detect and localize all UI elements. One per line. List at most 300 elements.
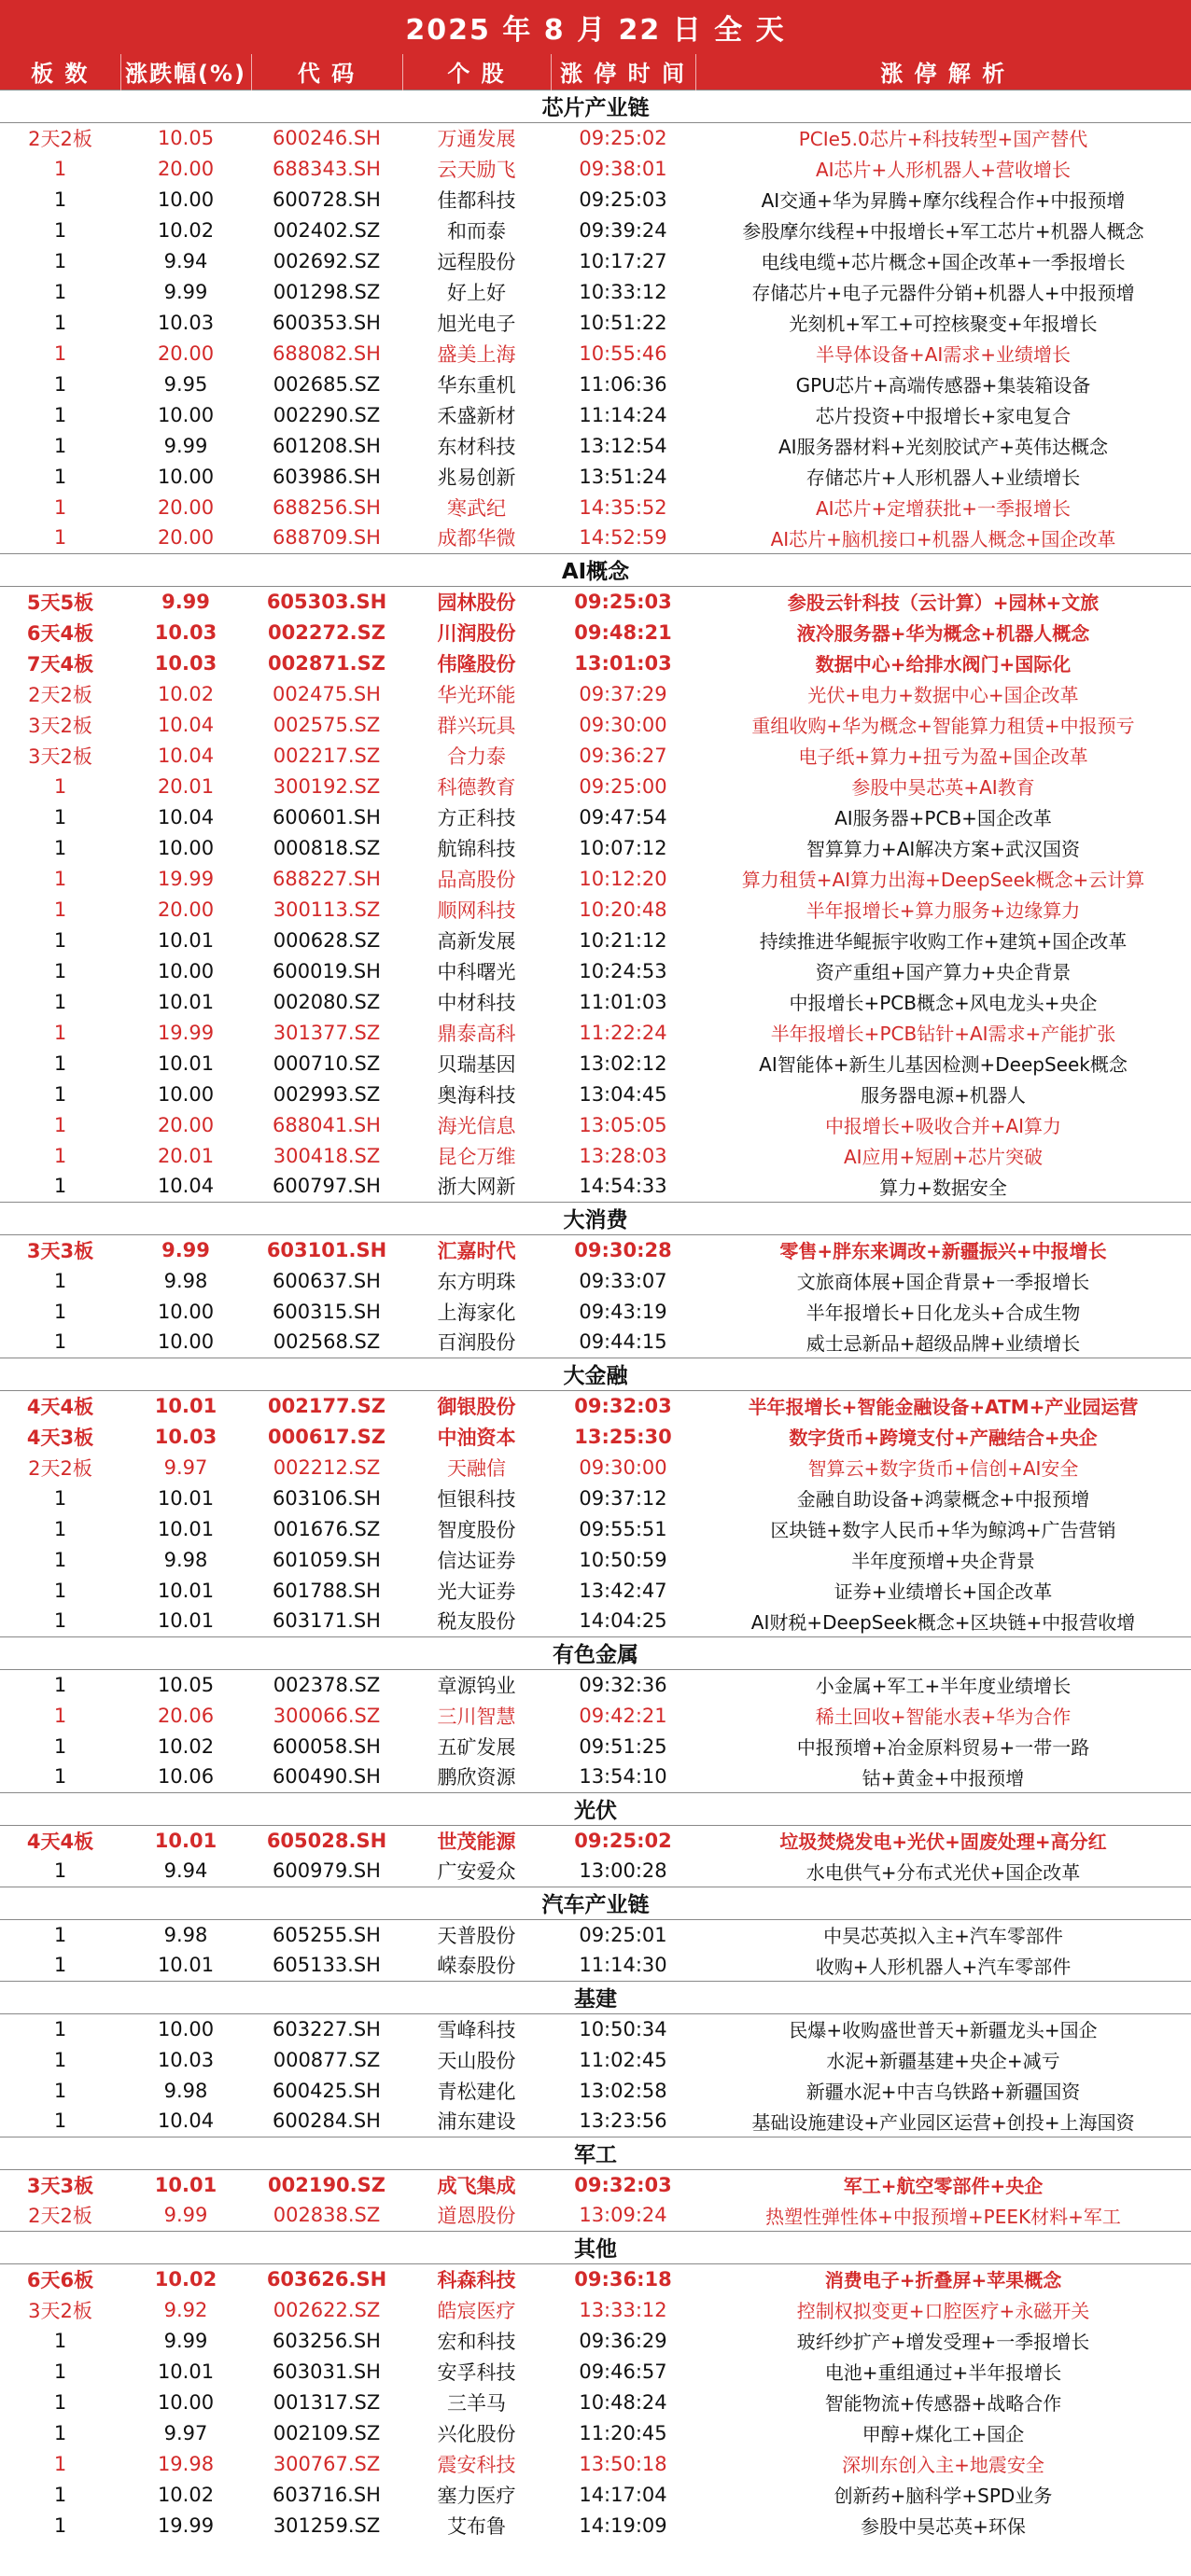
stock-name-cell: 塞力医疗 <box>437 2484 516 2507</box>
limit-time-cell: 11:02:45 <box>579 2048 667 2071</box>
board-count-cell: 1 <box>53 188 67 211</box>
table-body <box>0 90 1191 2541</box>
board-count-cell: 1 <box>53 836 67 859</box>
limit-time-cell: 09:30:28 <box>574 1238 672 1261</box>
stock-name-cell: 佳都科技 <box>437 188 516 212</box>
analysis-cell: 军工+航空零部件+央企 <box>843 2175 1044 2198</box>
limit-time-cell: 13:42:47 <box>579 1579 667 1602</box>
change-pct-cell: 19.99 <box>157 2513 215 2537</box>
table-row <box>0 1919 1191 1950</box>
board-count-cell: 7天4板 <box>26 652 94 675</box>
table-row <box>0 832 1191 863</box>
table-row <box>0 1140 1191 1171</box>
table-row <box>0 2169 1191 2200</box>
table-row <box>0 1856 1191 1887</box>
stock-name-cell: 嵘泰股份 <box>437 1955 516 1978</box>
stock-name-cell: 群兴玩具 <box>437 714 516 737</box>
change-pct-cell: 10.03 <box>154 620 217 644</box>
limit-time-cell: 09:46:57 <box>579 2360 667 2383</box>
stock-code-cell: 002272.SZ <box>268 620 385 644</box>
table-row <box>0 1421 1191 1452</box>
limit-time-cell: 09:37:29 <box>579 682 667 705</box>
limit-time-cell: 11:20:45 <box>579 2421 667 2444</box>
stock-name-cell: 昆仑万维 <box>437 1145 516 1168</box>
stock-code-cell: 002290.SZ <box>273 403 381 426</box>
limit-time-cell: 10:12:20 <box>579 867 667 890</box>
stock-name-cell: 东材科技 <box>437 435 516 458</box>
change-pct-cell: 10.01 <box>154 2173 217 2196</box>
stock-name-cell: 上海家化 <box>437 1301 516 1324</box>
stock-code-cell: 688041.SH <box>273 1113 381 1136</box>
stock-code-cell: 001298.SZ <box>273 280 381 303</box>
limit-time-cell: 09:32:36 <box>579 1673 667 1696</box>
table-row <box>0 1731 1191 1761</box>
analysis-cell: AI服务器+PCB+国企改革 <box>834 807 1052 829</box>
limit-time-cell: 13:51:24 <box>579 465 667 488</box>
stock-code-cell: 000877.SZ <box>273 2048 381 2071</box>
analysis-cell: 参股摩尔线程+中报增长+军工芯片+机器人概念 <box>742 220 1144 243</box>
header-code: 代 码 <box>251 54 402 90</box>
board-count-cell: 3天2板 <box>28 714 92 737</box>
analysis-cell: AI应用+短剧+芯片突破 <box>843 1146 1044 1168</box>
change-pct-cell: 9.98 <box>163 2079 208 2102</box>
limit-time-cell: 13:09:24 <box>579 2204 667 2227</box>
stock-name-cell: 安孚科技 <box>437 2360 516 2384</box>
table-row <box>0 492 1191 522</box>
stock-code-cell: 300192.SZ <box>273 774 381 798</box>
section-header <box>0 1981 1191 2013</box>
analysis-cell: 持续推进华鲲振宇收购工作+建筑+国企改革 <box>759 930 1128 953</box>
analysis-cell: 文旅商体展+国企背景+一季报增长 <box>796 1271 1090 1293</box>
analysis-cell: 参股中昊芯英+AI教育 <box>851 776 1035 799</box>
board-count-cell: 1 <box>53 1300 67 1323</box>
table-row <box>0 1575 1191 1606</box>
table-row <box>0 122 1191 153</box>
change-pct-cell: 10.00 <box>157 465 215 488</box>
analysis-cell: 玻纤纱扩产+增发受理+一季报增长 <box>796 2331 1090 2353</box>
stock-code-cell: 300113.SZ <box>273 898 381 921</box>
stock-code-cell: 603106.SH <box>273 1486 381 1510</box>
table-row <box>0 1079 1191 1109</box>
change-pct-cell: 10.02 <box>157 1734 215 1758</box>
stock-name-cell: 兆易创新 <box>437 466 516 489</box>
change-pct-cell: 10.04 <box>157 805 215 828</box>
analysis-cell: 消费电子+折叠屏+苹果概念 <box>824 2269 1062 2292</box>
limit-time-cell: 13:01:03 <box>574 651 672 675</box>
stock-code-cell: 002080.SZ <box>273 990 381 1013</box>
table-row <box>0 276 1191 307</box>
header-time: 涨 停 时 间 <box>551 54 695 90</box>
stock-name-cell: 奥海科技 <box>437 1083 516 1107</box>
stock-name-cell: 园林股份 <box>437 591 516 614</box>
board-count-cell: 1 <box>53 805 67 828</box>
stock-name-cell: 航锦科技 <box>437 837 516 860</box>
board-count-cell: 1 <box>53 928 67 952</box>
stock-code-cell: 002692.SZ <box>273 249 381 272</box>
analysis-cell: 金融自助设备+鸿蒙概念+中报预增 <box>796 1488 1090 1511</box>
stock-name-cell: 成飞集成 <box>437 2174 516 2197</box>
board-count-cell: 1 <box>53 774 67 798</box>
stock-code-cell: 688082.SH <box>273 341 381 365</box>
table-row <box>0 617 1191 647</box>
stock-name-cell: 鹏欣资源 <box>437 1766 516 1789</box>
board-count-cell: 1 <box>53 1609 67 1633</box>
stock-name-cell: 高新发展 <box>437 929 516 953</box>
table-row <box>0 2356 1191 2387</box>
stock-name-cell: 万通发展 <box>437 127 516 150</box>
change-pct-cell: 9.99 <box>161 590 210 613</box>
change-pct-cell: 10.03 <box>157 311 215 334</box>
stock-code-cell: 002475.SH <box>273 682 381 705</box>
board-count-cell: 1 <box>53 218 67 242</box>
limit-time-cell: 14:19:09 <box>579 2513 667 2537</box>
table-row <box>0 2325 1191 2356</box>
stock-code-cell: 601059.SH <box>273 1548 381 1571</box>
stock-code-cell: 600284.SH <box>273 2110 381 2133</box>
analysis-cell: 零售+胖东来调改+新疆振兴+中报增长 <box>779 1240 1107 1263</box>
change-pct-cell: 10.00 <box>157 1330 215 1354</box>
stock-code-cell: 605028.SH <box>266 1829 387 1852</box>
stock-code-cell: 600425.SH <box>273 2079 381 2102</box>
stock-name-cell: 天普股份 <box>437 1924 516 1947</box>
board-count-cell: 1 <box>53 434 67 457</box>
analysis-cell: 威士忌新品+超级品牌+业绩增长 <box>806 1331 1081 1355</box>
change-pct-cell: 9.99 <box>163 2204 208 2227</box>
board-count-cell: 1 <box>53 1330 67 1354</box>
analysis-cell: 重组收购+华为概念+智能算力租赁+中报预亏 <box>751 715 1135 737</box>
stock-code-cell: 002217.SZ <box>273 744 381 767</box>
limit-time-cell: 10:17:27 <box>579 249 667 272</box>
board-count-cell: 1 <box>53 990 67 1013</box>
stock-name-cell: 科德教育 <box>437 775 516 799</box>
analysis-cell: 光刻机+军工+可控核聚变+年报增长 <box>789 313 1098 335</box>
stock-name-cell: 智度股份 <box>437 1518 516 1541</box>
board-count-cell: 4天4板 <box>26 1395 94 1418</box>
stock-code-cell: 605303.SH <box>266 590 387 613</box>
board-count-cell: 2天2板 <box>28 2205 92 2228</box>
section-header <box>0 1887 1191 1919</box>
page-title: 2025 年 8 月 22 日 全 天 <box>0 0 1191 54</box>
table-row <box>0 678 1191 709</box>
limit-time-cell: 13:02:12 <box>579 1051 667 1075</box>
stock-code-cell: 002685.SZ <box>273 372 381 396</box>
table-row <box>0 2263 1191 2294</box>
stock-name-cell: 科森科技 <box>437 2268 516 2291</box>
stock-code-cell: 603031.SH <box>273 2360 381 2383</box>
change-pct-cell: 9.99 <box>163 280 208 303</box>
stock-name-cell: 广安爱众 <box>437 1860 516 1884</box>
change-pct-cell: 9.95 <box>163 372 208 396</box>
change-pct-cell: 10.04 <box>157 2110 215 2133</box>
header-boards: 板 数 <box>0 54 120 90</box>
stock-code-cell: 002575.SZ <box>273 713 381 736</box>
analysis-cell: 半年报增长+日化龙头+合成生物 <box>806 1302 1081 1324</box>
stock-name-cell: 宏和科技 <box>437 2330 516 2353</box>
change-pct-cell: 9.94 <box>163 249 208 272</box>
analysis-cell: 算力+数据安全 <box>879 1176 1007 1199</box>
stock-name-cell: 三羊马 <box>447 2391 506 2415</box>
stock-name-cell: 五矿发展 <box>437 1735 516 1759</box>
board-count-cell: 1 <box>53 2110 67 2133</box>
limit-time-cell: 10:48:24 <box>579 2390 667 2414</box>
change-pct-cell: 10.04 <box>157 713 215 736</box>
table-row <box>0 338 1191 369</box>
board-count-cell: 1 <box>53 2329 67 2352</box>
board-count-cell: 1 <box>53 249 67 272</box>
table-row <box>0 1109 1191 1140</box>
limit-time-cell: 10:55:46 <box>579 341 667 365</box>
table-row <box>0 215 1191 245</box>
header-change: 涨跌幅(%) <box>120 54 251 90</box>
change-pct-cell: 10.00 <box>157 2390 215 2414</box>
limit-time-cell: 13:04:45 <box>579 1082 667 1106</box>
limit-time-cell: 10:24:53 <box>579 959 667 982</box>
limit-time-cell: 09:30:00 <box>579 713 667 736</box>
stock-name-cell: 伟隆股份 <box>437 652 516 675</box>
change-pct-cell: 9.98 <box>163 1548 208 1571</box>
table-row <box>0 369 1191 399</box>
stock-code-cell: 002177.SZ <box>268 1394 385 1417</box>
analysis-cell: 参股云针科技（云计算）+园林+文旅 <box>787 592 1100 615</box>
change-pct-cell: 10.01 <box>154 1829 217 1852</box>
board-count-cell: 4天4板 <box>26 1830 94 1853</box>
table-row <box>0 586 1191 617</box>
change-pct-cell: 20.00 <box>157 341 215 365</box>
table-row <box>0 430 1191 461</box>
stock-code-cell: 688343.SH <box>273 157 381 180</box>
analysis-cell: AI服务器材料+光刻胶试产+英伟达概念 <box>778 436 1109 458</box>
analysis-cell: 创新药+脑科学+SPD业务 <box>834 2485 1053 2507</box>
stock-name-cell: 贝瑞基因 <box>437 1052 516 1076</box>
table-row <box>0 1669 1191 1700</box>
board-count-cell: 6天6板 <box>26 2268 94 2291</box>
change-pct-cell: 9.92 <box>163 2298 208 2321</box>
analysis-cell: 半年度预增+央企背景 <box>851 1550 1035 1572</box>
section-title: 其他 <box>0 2231 1191 2263</box>
stock-name-cell: 远程股份 <box>437 250 516 273</box>
change-pct-cell: 10.01 <box>157 1051 215 1075</box>
stock-code-cell: 000710.SZ <box>273 1051 381 1075</box>
board-count-cell: 1 <box>53 1082 67 1106</box>
analysis-cell: 半年报增长+PCB钻针+AI需求+产能扩张 <box>770 1023 1116 1045</box>
table-row <box>0 1390 1191 1421</box>
change-pct-cell: 10.05 <box>157 126 215 149</box>
stock-code-cell: 603626.SH <box>266 2267 387 2291</box>
change-pct-cell: 20.00 <box>157 526 215 550</box>
limit-time-cell: 11:22:24 <box>579 1021 667 1044</box>
section-title: 大消费 <box>0 1202 1191 1234</box>
change-pct-cell: 10.01 <box>154 1394 217 1417</box>
header-stock: 个 股 <box>402 54 551 90</box>
board-count-cell: 1 <box>53 2079 67 2102</box>
change-pct-cell: 9.94 <box>163 1859 208 1883</box>
analysis-cell: AI财税+DeepSeek概念+区块链+中报营收增 <box>750 1610 1136 1634</box>
analysis-cell: 稀土回收+智能水表+华为合作 <box>815 1706 1072 1728</box>
section-header <box>0 1792 1191 1825</box>
change-pct-cell: 10.00 <box>157 2017 215 2040</box>
analysis-cell: AI智能体+新生儿基因检测+DeepSeek概念 <box>759 1053 1128 1076</box>
limit-time-cell: 14:35:52 <box>579 495 667 519</box>
stock-code-cell: 301377.SZ <box>273 1021 381 1044</box>
stock-code-cell: 603986.SH <box>273 465 381 488</box>
limit-time-cell: 10:50:59 <box>579 1548 667 1571</box>
board-count-cell: 1 <box>53 1704 67 1727</box>
table-row <box>0 2013 1191 2044</box>
board-count-cell: 2天2板 <box>28 127 92 150</box>
change-pct-cell: 10.01 <box>157 1579 215 1602</box>
board-count-cell: 1 <box>53 157 67 180</box>
limit-time-cell: 10:21:12 <box>579 928 667 952</box>
table-row <box>0 1171 1191 1202</box>
analysis-cell: 中报增长+PCB概念+风电龙头+央企 <box>789 992 1098 1014</box>
stock-name-cell: 三川智慧 <box>437 1705 516 1728</box>
stock-name-cell: 鼎泰高科 <box>437 1022 516 1045</box>
stock-name-cell: 合力泰 <box>447 745 506 768</box>
stock-name-cell: 信达证券 <box>437 1549 516 1572</box>
stock-code-cell: 002838.SZ <box>273 2204 381 2227</box>
board-count-cell: 1 <box>53 1144 67 1167</box>
stock-name-cell: 浦东建设 <box>437 2110 516 2134</box>
limit-time-cell: 09:55:51 <box>579 1517 667 1540</box>
stock-code-cell: 001676.SZ <box>273 1517 381 1540</box>
stock-code-cell: 002190.SZ <box>268 2173 385 2196</box>
change-pct-cell: 9.97 <box>163 1455 208 1479</box>
limit-time-cell: 13:33:12 <box>579 2298 667 2321</box>
limit-time-cell: 13:25:30 <box>574 1425 672 1448</box>
analysis-cell: 智能物流+传感器+战略合作 <box>824 2392 1062 2415</box>
stock-code-cell: 600315.SH <box>273 1300 381 1323</box>
stock-code-cell: 601788.SH <box>273 1579 381 1602</box>
stock-name-cell: 御银股份 <box>437 1395 516 1418</box>
table-header <box>0 54 1191 90</box>
stock-code-cell: 605133.SH <box>273 1954 381 1977</box>
limit-time-cell: 09:48:21 <box>574 620 672 644</box>
board-count-cell: 1 <box>53 1734 67 1758</box>
table-row <box>0 1825 1191 1856</box>
change-pct-cell: 10.02 <box>157 218 215 242</box>
stock-name-cell: 品高股份 <box>437 868 516 891</box>
change-pct-cell: 19.99 <box>157 1021 215 1044</box>
analysis-cell: 电子纸+算力+扭亏为盈+国企改革 <box>798 745 1088 768</box>
change-pct-cell: 9.99 <box>163 2329 208 2352</box>
board-count-cell: 1 <box>53 1548 67 1571</box>
analysis-cell: 光伏+电力+数据中心+国企改革 <box>807 684 1079 706</box>
board-count-cell: 1 <box>53 959 67 982</box>
limit-time-cell: 09:25:02 <box>574 1829 672 1852</box>
analysis-cell: 热塑性弹性体+中报预增+PEEK材料+军工 <box>765 2205 1121 2228</box>
stock-code-cell: 600979.SH <box>273 1859 381 1883</box>
table-row <box>0 1513 1191 1544</box>
analysis-cell: 基础设施建设+产业园区运营+创投+上海国资 <box>751 2110 1135 2134</box>
stock-name-cell: 禾盛新材 <box>437 404 516 427</box>
stock-code-cell: 603227.SH <box>273 2017 381 2040</box>
limit-time-cell: 09:36:29 <box>579 2329 667 2352</box>
stock-code-cell: 600728.SH <box>273 188 381 211</box>
limit-time-cell: 09:32:03 <box>574 2173 672 2196</box>
section-title: 基建 <box>0 1981 1191 2013</box>
stock-code-cell: 600601.SH <box>273 805 381 828</box>
board-count-cell: 2天2板 <box>28 1456 92 1480</box>
stock-name-cell: 旭光电子 <box>437 312 516 335</box>
table-row <box>0 522 1191 553</box>
table-row <box>0 925 1191 955</box>
analysis-cell: 液冷服务器+华为概念+机器人概念 <box>796 622 1090 645</box>
analysis-cell: 数字货币+跨境支付+产融结合+央企 <box>789 1427 1098 1449</box>
limit-time-cell: 14:52:59 <box>579 526 667 550</box>
analysis-cell: 钴+黄金+中报预增 <box>862 1766 1025 1789</box>
analysis-cell: 电线电缆+芯片概念+国企改革+一季报增长 <box>761 251 1126 273</box>
limit-time-cell: 09:47:54 <box>579 805 667 828</box>
limit-time-cell: 11:01:03 <box>579 990 667 1013</box>
stock-name-cell: 汇嘉时代 <box>437 1239 516 1262</box>
table-row <box>0 709 1191 740</box>
board-count-cell: 1 <box>53 465 67 488</box>
table-row <box>0 863 1191 894</box>
limit-time-cell: 09:44:15 <box>579 1330 667 1354</box>
table-row <box>0 399 1191 430</box>
change-pct-cell: 10.02 <box>157 682 215 705</box>
analysis-cell: 中昊芯英拟入主+汽车零部件 <box>823 1925 1063 1948</box>
stock-code-cell: 600637.SH <box>273 1269 381 1292</box>
analysis-cell: 算力租赁+AI算力出海+DeepSeek概念+云计算 <box>741 869 1145 891</box>
change-pct-cell: 20.01 <box>157 1144 215 1167</box>
stock-code-cell: 605255.SH <box>273 1923 381 1946</box>
stock-name-cell: 华东重机 <box>437 373 516 397</box>
change-pct-cell: 10.00 <box>157 188 215 211</box>
table-row <box>0 1017 1191 1048</box>
board-count-cell: 2天2板 <box>28 683 92 706</box>
limit-time-cell: 10:51:22 <box>579 311 667 334</box>
stock-code-cell: 603716.SH <box>273 2483 381 2506</box>
board-count-cell: 1 <box>53 2421 67 2444</box>
change-pct-cell: 10.01 <box>157 2360 215 2383</box>
stock-code-cell: 000628.SZ <box>273 928 381 952</box>
stock-name-cell: 华光环能 <box>437 683 516 706</box>
stock-name-cell: 天融信 <box>447 1456 506 1480</box>
limit-time-cell: 13:28:03 <box>579 1144 667 1167</box>
board-count-cell: 1 <box>53 1765 67 1789</box>
analysis-cell: PCIe5.0芯片+科技转型+国产替代 <box>798 128 1088 151</box>
stock-name-cell: 皓宸医疗 <box>437 2299 516 2322</box>
table-row <box>0 2044 1191 2075</box>
stock-name-cell: 中科曙光 <box>437 960 516 983</box>
table-row <box>0 1544 1191 1575</box>
stock-code-cell: 002378.SZ <box>273 1673 381 1696</box>
change-pct-cell: 9.97 <box>163 2421 208 2444</box>
limit-time-cell: 13:23:56 <box>579 2110 667 2133</box>
section-header <box>0 1202 1191 1234</box>
stock-code-cell: 601208.SH <box>273 434 381 457</box>
table-row <box>0 1452 1191 1483</box>
change-pct-cell: 10.00 <box>157 1082 215 1106</box>
stock-code-cell: 300066.SZ <box>273 1704 381 1727</box>
limit-time-cell: 09:38:01 <box>579 157 667 180</box>
board-count-cell: 3天2板 <box>28 2299 92 2322</box>
stock-name-cell: 海光信息 <box>437 1114 516 1137</box>
stock-name-cell: 云天励飞 <box>437 158 516 181</box>
section-header <box>0 90 1191 122</box>
limit-time-cell: 14:17:04 <box>579 2483 667 2506</box>
analysis-cell: 区块链+数字人民币+华为鲸鸿+广告营销 <box>770 1519 1116 1541</box>
stock-name-cell: 天山股份 <box>437 2049 516 2072</box>
limit-time-cell: 13:05:05 <box>579 1113 667 1136</box>
limit-time-cell: 09:25:03 <box>574 590 672 613</box>
change-pct-cell: 20.06 <box>157 1704 215 1727</box>
section-title: 汽车产业链 <box>0 1887 1191 1919</box>
stock-code-cell: 300418.SZ <box>273 1144 381 1167</box>
stock-code-cell: 300767.SZ <box>273 2452 381 2475</box>
table-row <box>0 1327 1191 1358</box>
